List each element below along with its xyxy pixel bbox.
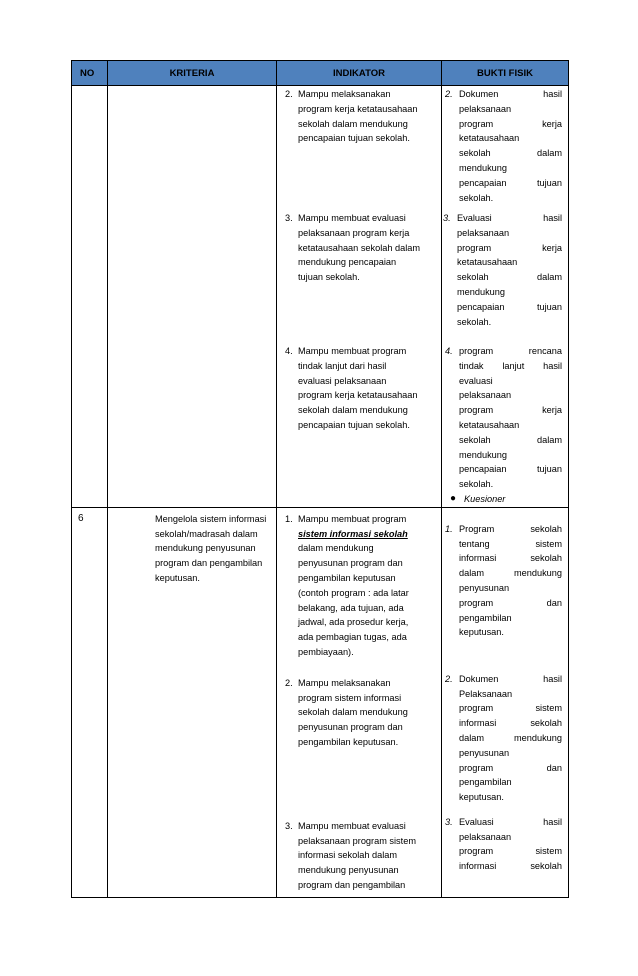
text-line: ketatausahaan sekolah dalam — [298, 242, 421, 253]
word: kerja — [542, 118, 562, 129]
indikator-text — [298, 676, 437, 750]
text-line — [459, 716, 562, 731]
indikator-item-1 — [277, 508, 441, 676]
word: pengambilan — [459, 777, 512, 788]
bukti-text — [459, 815, 562, 874]
text-line — [459, 374, 562, 389]
word: sekolah. — [459, 192, 494, 203]
text-line: pencapaian tujuan sekolah. — [298, 419, 410, 430]
indikator-entry — [285, 512, 437, 660]
cell-no-empty — [72, 86, 108, 508]
cell-bukti-fisik-6 — [442, 507, 569, 897]
text-line — [459, 403, 562, 418]
text-line — [457, 285, 562, 300]
text-line: program kerja ketatausahaan — [298, 103, 418, 114]
item-number: 1. — [445, 523, 453, 534]
word: ketatausahaan — [459, 419, 520, 430]
item-number: 1. — [285, 513, 293, 524]
bukti-item-2 — [442, 86, 568, 211]
word: Pelaksanaan — [459, 688, 513, 699]
text-line — [457, 211, 562, 226]
kriteria-text — [108, 508, 276, 586]
word: dalam — [536, 434, 562, 445]
word: program — [457, 242, 492, 253]
bukti-item-1 — [442, 508, 568, 672]
text-line: penyusunan program dan — [298, 722, 403, 733]
bukti-item-3 — [442, 211, 568, 344]
text-line — [459, 161, 562, 176]
bukti-item-3 — [442, 815, 568, 874]
text-line — [459, 418, 562, 433]
text-line — [459, 87, 562, 102]
text-line: sekolah dalam mendukung — [298, 707, 408, 718]
item-number: 3. — [285, 213, 293, 223]
item-number: 3. — [445, 816, 453, 827]
cell-indikator-6 — [277, 507, 442, 897]
text-line — [457, 300, 562, 315]
bukti-text — [459, 672, 562, 805]
table-row-continued — [72, 86, 569, 508]
text-line: pelaksanaan program kerja — [298, 227, 410, 238]
text-line: mendukung penyusunan — [155, 543, 256, 554]
text-line — [459, 701, 562, 716]
word: informasi — [459, 718, 497, 729]
word: lanjut — [502, 360, 525, 371]
bukti-entry — [445, 344, 562, 492]
text-line: pelaksanaan program sistem — [298, 835, 416, 846]
indikator-item-3 — [277, 819, 441, 893]
item-number: 3. — [443, 213, 451, 223]
word: program — [459, 346, 494, 356]
text-line: Mengelola sistem informasi — [155, 513, 267, 524]
word: hasil — [543, 673, 562, 684]
item-number: 2. — [445, 673, 453, 684]
text-line: Mampu membuat evaluasi — [298, 213, 406, 223]
word: mendukung — [513, 568, 562, 579]
word: hasil — [543, 213, 562, 223]
bukti-item-2 — [442, 672, 568, 815]
word: hasil — [543, 360, 562, 371]
word: sekolah — [457, 272, 489, 283]
word: tujuan — [536, 464, 562, 475]
text-line — [459, 625, 562, 640]
text-line — [459, 191, 562, 206]
text-line — [459, 859, 562, 874]
text-line: belakang, ada tujuan, ada — [298, 602, 404, 613]
item-number: 4. — [285, 346, 293, 356]
header-no: NO — [72, 61, 108, 86]
word: Program — [459, 523, 495, 534]
text-line — [459, 815, 562, 830]
emphasis-line: sistem informasi sekolah — [298, 528, 408, 539]
row-number: 6 — [78, 512, 84, 524]
item-number: 2. — [285, 677, 293, 688]
header-kriteria: KRITERIA — [108, 61, 277, 86]
word: sekolah — [459, 148, 491, 159]
word: pelaksanaan — [459, 103, 512, 114]
bukti-bullet — [442, 492, 568, 507]
word: tujuan — [536, 177, 562, 188]
word: program — [459, 762, 494, 773]
word: Evaluasi — [459, 816, 494, 827]
text-line — [459, 566, 562, 581]
text-line — [459, 433, 562, 448]
bukti-text — [459, 344, 562, 492]
text-line: dalam mendukung — [298, 543, 374, 554]
word: mendukung — [459, 162, 508, 173]
word: mendukung — [513, 732, 562, 743]
indikator-item-4 — [277, 344, 441, 433]
indikator-item-2 — [277, 676, 441, 819]
word: ketatausahaan — [459, 133, 520, 144]
text-line — [457, 315, 562, 330]
text-line: (contoh program : ada latar — [298, 587, 409, 598]
text-line — [459, 844, 562, 859]
text-line — [459, 146, 562, 161]
bukti-entry — [445, 815, 562, 874]
text-line — [459, 790, 562, 805]
indikator-entry — [285, 211, 437, 285]
cell-kriteria-empty — [108, 86, 277, 508]
text-line: tujuan sekolah. — [298, 272, 360, 283]
word: program — [459, 703, 494, 714]
bukti-text — [457, 211, 562, 329]
bukti-text — [459, 87, 562, 205]
bukti-entry — [445, 522, 562, 640]
item-number: 3. — [285, 820, 293, 831]
indikator-item-3 — [277, 211, 441, 344]
text-line — [459, 522, 562, 537]
word: penyusunan — [459, 582, 510, 593]
text-line — [457, 255, 562, 270]
word: dan — [546, 597, 562, 608]
indikator-entry — [285, 676, 437, 750]
word: rencana — [528, 346, 562, 356]
header-indikator: INDIKATOR — [277, 61, 442, 86]
word: dan — [546, 762, 562, 773]
text-line: Mampu membuat program — [298, 513, 407, 524]
indikator-text — [298, 211, 437, 285]
text-line — [459, 131, 562, 146]
text-line: program dan pengambilan — [298, 879, 406, 890]
header-bukti-fisik: BUKTI FISIK — [442, 61, 569, 86]
text-line — [459, 359, 562, 374]
word: dalam — [536, 148, 562, 159]
text-line: Mampu membuat evaluasi — [298, 820, 406, 831]
criteria-table — [71, 60, 569, 898]
text-line: keputusan. — [155, 572, 200, 583]
text-line — [459, 448, 562, 463]
word: sekolah — [530, 861, 562, 872]
word: tentang — [459, 538, 490, 549]
table-row-6 — [72, 507, 569, 897]
text-line — [459, 581, 562, 596]
indikator-entry — [285, 87, 437, 146]
text-line — [459, 462, 562, 477]
word: pencapaian — [457, 301, 505, 312]
word: dalam — [536, 272, 562, 283]
text-line: sekolah dalam mendukung — [298, 118, 408, 129]
text-line — [457, 226, 562, 241]
text-line: program kerja ketatausahaan — [298, 390, 418, 401]
text-line — [457, 241, 562, 256]
indikator-item-2 — [277, 86, 441, 211]
word: program — [459, 405, 494, 416]
text-line: mendukung pencapaian — [298, 257, 397, 268]
text-line: informasi sekolah dalam — [298, 850, 398, 861]
word: ketatausahaan — [457, 257, 518, 268]
indikator-text — [298, 344, 437, 433]
item-number: 2. — [445, 89, 453, 99]
word: sekolah. — [459, 479, 494, 490]
word: hasil — [543, 816, 562, 827]
word: sekolah — [530, 718, 562, 729]
word: hasil — [543, 89, 562, 99]
word: pencapaian — [459, 464, 507, 475]
word: tujuan — [536, 301, 562, 312]
word: Evaluasi — [457, 213, 492, 223]
word: keputusan. — [459, 792, 504, 803]
bukti-entry — [445, 672, 562, 805]
text-line: tindak lanjut dari hasil — [298, 360, 387, 371]
text-line: jadwal, ada prosedur kerja, — [298, 617, 409, 628]
word: tindak — [459, 360, 484, 371]
text-line: pencapaian tujuan sekolah. — [298, 133, 410, 144]
text-line — [459, 611, 562, 626]
text-line: pengambilan keputusan. — [298, 736, 399, 747]
text-line — [459, 596, 562, 611]
word: informasi — [459, 553, 497, 564]
table-header-row — [72, 61, 569, 86]
cell-no — [72, 507, 108, 897]
text-line — [459, 344, 562, 359]
bukti-item-4 — [442, 344, 568, 492]
word: dalam — [459, 732, 485, 743]
indikator-entry — [285, 819, 437, 893]
text-line: pembiayaan). — [298, 646, 354, 657]
text-line: sekolah dalam mendukung — [298, 405, 408, 416]
word: Dokumen — [459, 673, 499, 684]
word: sekolah — [530, 523, 562, 534]
word: pencapaian — [459, 177, 507, 188]
text-line — [459, 477, 562, 492]
word: pelaksanaan — [459, 831, 512, 842]
word: sekolah. — [457, 316, 492, 327]
text-line — [459, 830, 562, 845]
word: keputusan. — [459, 627, 504, 638]
text-line: pengambilan keputusan — [298, 572, 396, 583]
word: sistem — [535, 846, 562, 857]
word: kerja — [542, 242, 562, 253]
cell-indikator — [277, 86, 442, 508]
text-line — [459, 672, 562, 687]
word: sekolah — [530, 553, 562, 564]
text-line: Mampu melaksanakan — [298, 677, 391, 688]
word: sistem — [535, 538, 562, 549]
text-line: program sistem informasi — [298, 692, 402, 703]
text-line: Mampu melaksanakan — [298, 89, 391, 99]
word: mendukung — [457, 286, 506, 297]
word: informasi — [459, 861, 497, 872]
bukti-text — [459, 522, 562, 640]
text-line: program dan pengambilan — [155, 558, 263, 569]
bukti-entry — [443, 211, 562, 329]
indikator-entry — [285, 344, 437, 433]
text-line: Mampu membuat program — [298, 346, 407, 356]
text-line — [459, 761, 562, 776]
text-line: ada pembagian tugas, ada — [298, 632, 407, 643]
word: Dokumen — [459, 89, 499, 99]
word: sistem — [535, 703, 562, 714]
item-number: 4. — [445, 346, 453, 356]
cell-kriteria — [108, 507, 277, 897]
text-line — [459, 537, 562, 552]
word: mendukung — [459, 449, 508, 460]
text-line — [459, 117, 562, 132]
text-line — [459, 388, 562, 403]
bullet-text: Kuesioner — [464, 493, 506, 504]
word: pengambilan — [459, 612, 512, 623]
word: program — [459, 597, 494, 608]
item-number: 2. — [285, 89, 293, 99]
text-line — [459, 775, 562, 790]
word: pelaksanaan — [457, 227, 510, 238]
word: dalam — [459, 568, 485, 579]
text-line — [459, 731, 562, 746]
indikator-text — [298, 819, 437, 893]
text-line: sekolah/madrasah dalam — [155, 528, 258, 539]
word: program — [459, 118, 494, 129]
text-line — [459, 176, 562, 191]
word: kerja — [542, 405, 562, 416]
text-line — [459, 746, 562, 761]
bullet-icon: ● — [449, 492, 457, 504]
word: evaluasi — [459, 375, 493, 386]
text-line — [459, 102, 562, 117]
word: program — [459, 846, 494, 857]
text-line — [459, 551, 562, 566]
text-line: penyusunan program dan — [298, 558, 403, 569]
text-line: mendukung penyusunan — [298, 865, 399, 876]
text-line — [457, 270, 562, 285]
indikator-text — [298, 87, 437, 146]
word: pelaksanaan — [459, 390, 512, 401]
cell-bukti-fisik — [442, 86, 569, 508]
bukti-entry — [445, 87, 562, 205]
text-line — [459, 687, 562, 702]
indikator-text — [298, 512, 437, 660]
word: penyusunan — [459, 747, 510, 758]
text-line: evaluasi pelaksanaan — [298, 375, 387, 386]
word: sekolah — [459, 434, 491, 445]
